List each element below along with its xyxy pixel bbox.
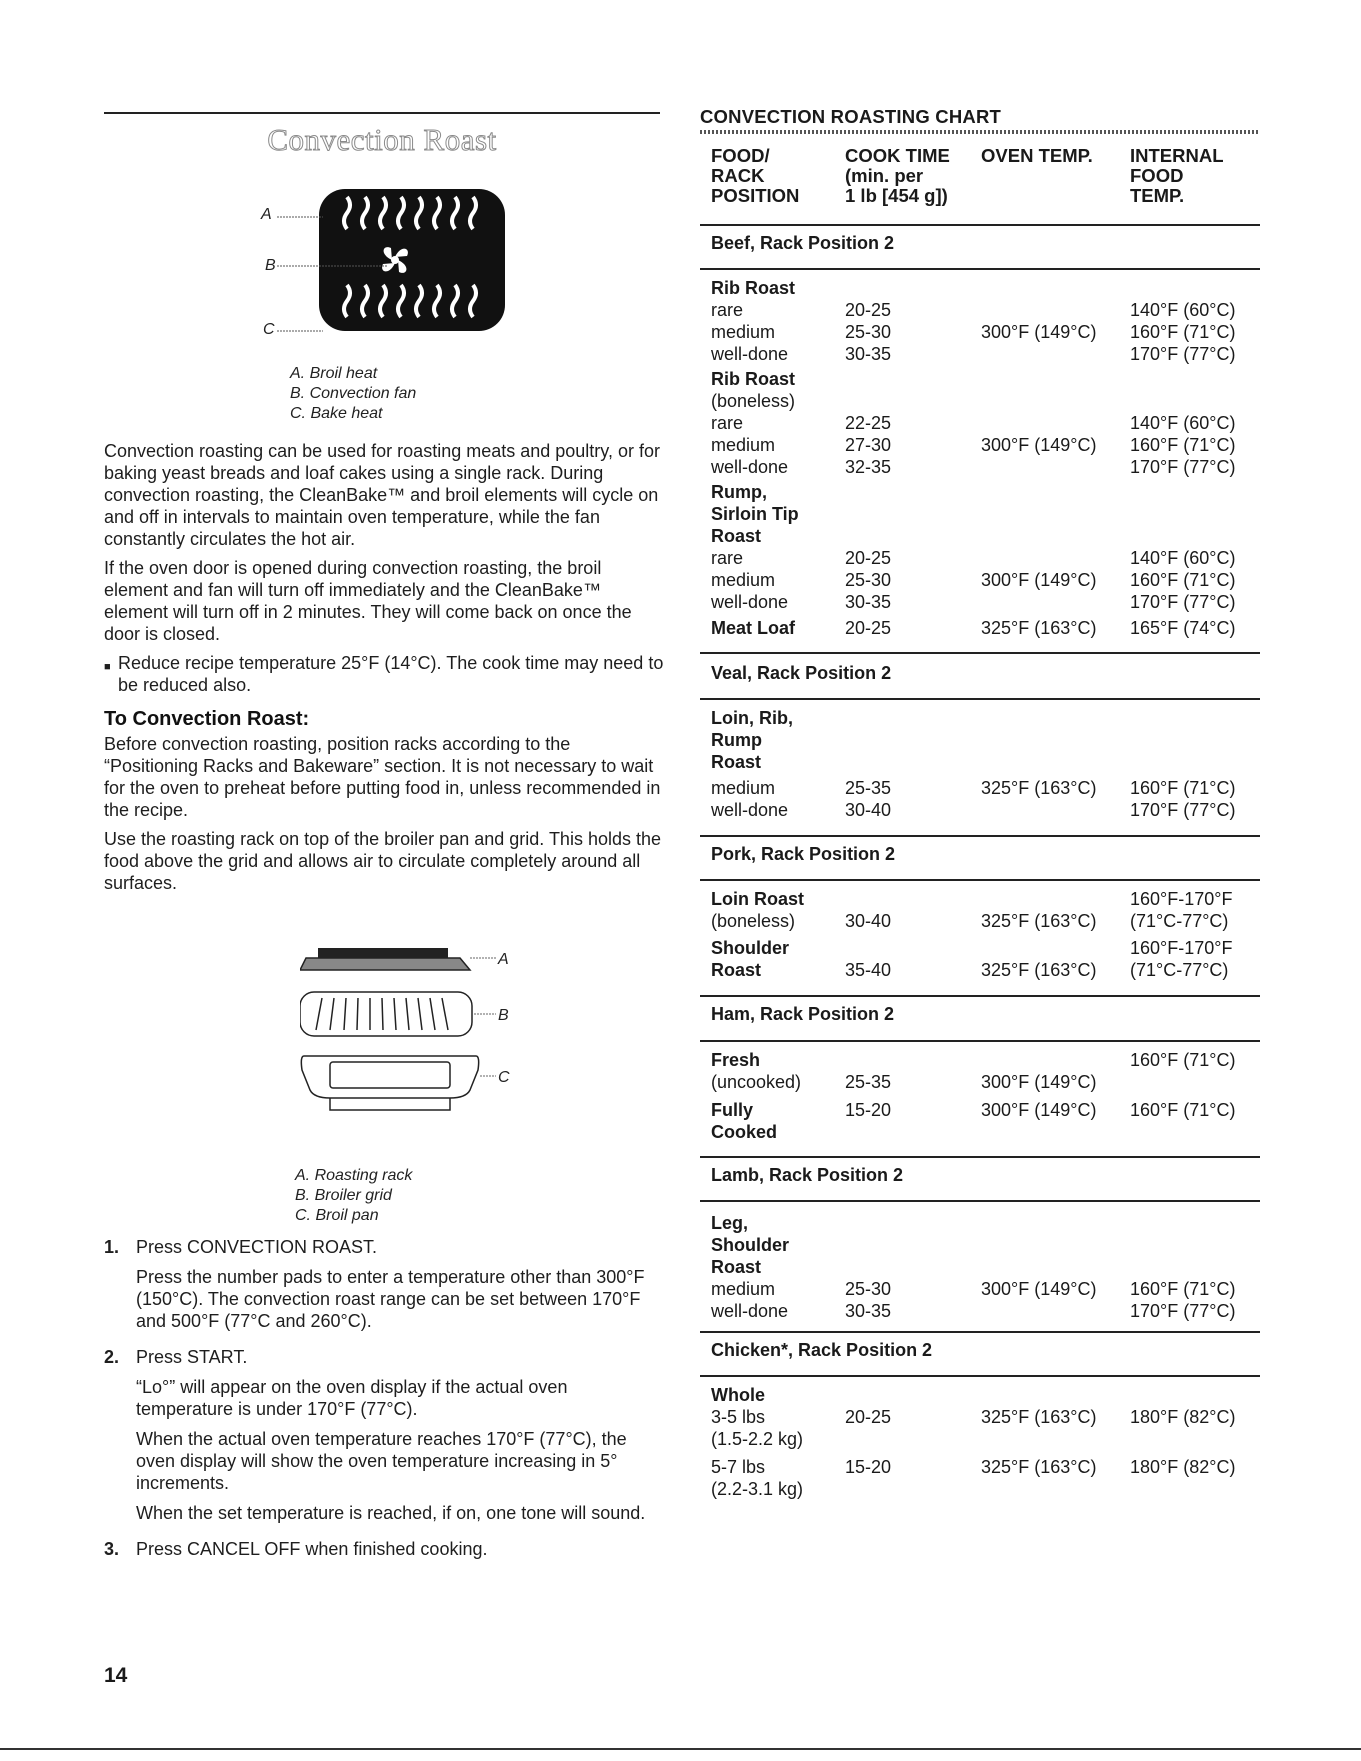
step-text: Press CONVECTION ROAST. <box>136 1237 378 1257</box>
header-oven-temp: OVEN TEMP. <box>981 145 1093 166</box>
internal-temp: 140°F (60°C) <box>1130 300 1236 320</box>
internal-temp: (71°C-77°C) <box>1130 911 1229 931</box>
chart-title: CONVECTION ROASTING CHART <box>700 106 1001 127</box>
cook-time: 30-40 <box>845 800 892 820</box>
food-whole: Whole <box>711 1385 765 1405</box>
step-2 <box>104 1346 664 1532</box>
cook-time: 30-40 <box>845 911 892 931</box>
broil-pan-icon <box>301 1056 496 1110</box>
food-shoulder: Shoulder <box>711 938 790 958</box>
doneness: well-done <box>711 457 789 477</box>
caption-bake-heat: C. Bake heat <box>290 405 383 422</box>
weight-kg: (1.5-2.2 kg) <box>711 1429 804 1449</box>
doneness: rare <box>711 548 744 568</box>
food-note: (uncooked) <box>711 1072 802 1092</box>
caption-roasting-rack: A. Roasting rack <box>295 1167 413 1184</box>
group-chicken: Chicken*, Rack Position 2 <box>711 1340 933 1360</box>
internal-temp: 170°F (77°C) <box>1130 800 1236 820</box>
food-sirloin-tip: Sirloin Tip <box>711 504 799 524</box>
food-rump: Rump <box>711 730 762 750</box>
food-shoulder: Shoulder <box>711 1235 790 1255</box>
oven-diagram <box>255 185 515 340</box>
oven-temp: 325°F (163°C) <box>981 911 1097 931</box>
step-1 <box>104 1236 664 1340</box>
divider <box>700 652 1260 654</box>
food-rib-roast-boneless: Rib Roast <box>711 369 796 389</box>
pan-label-b: B <box>498 1007 509 1024</box>
instructions-paragraph-2: Use the roasting rack on top of the broiler pan and grid. This holds the food above the grid and allows air to circulate completely around all surfaces. <box>104 829 661 893</box>
food-roast: Roast <box>711 752 762 772</box>
internal-temp: 160°F (71°C) <box>1130 1050 1236 1070</box>
cook-time: 20-25 <box>845 548 892 568</box>
cook-time: 15-20 <box>845 1100 892 1120</box>
food-loin-roast: Loin Roast <box>711 889 804 909</box>
tip-text: Reduce recipe temperature 25°F (14°C). The cook time may need to be reduced also. <box>118 653 664 695</box>
food-roast: Roast <box>711 526 762 546</box>
cook-time: 32-35 <box>845 457 892 477</box>
internal-temp: 170°F (77°C) <box>1130 1301 1236 1321</box>
step-text: When the set temperature is reached, if on, one tone will sound. <box>136 1503 646 1523</box>
caption-broil-heat: A. Broil heat <box>290 365 378 382</box>
food-note: (boneless) <box>711 391 796 411</box>
group-veal: Veal, Rack Position 2 <box>711 663 892 683</box>
food-meat-loaf: Meat Loaf <box>711 618 796 638</box>
caption-broiler-grid: B. Broiler grid <box>295 1187 392 1204</box>
internal-temp: 160°F (71°C) <box>1130 1100 1236 1120</box>
internal-temp: 160°F-170°F <box>1130 889 1233 909</box>
divider <box>700 224 1260 226</box>
intro-paragraph-1: Convection roasting can be used for roasting meats and poultry, or for baking yeast breads and loaf cakes using a single rack. During convection roasting, the CleanBake™ and broil elements will cycle on and off in intervals to maintain oven temperature, while the fan constantly circulates the hot air. <box>104 441 660 549</box>
oven-label-c: C <box>263 321 275 338</box>
oven-temp: 325°F (163°C) <box>981 778 1097 798</box>
cook-time: 20-25 <box>845 300 892 320</box>
internal-temp: 180°F (82°C) <box>1130 1457 1236 1477</box>
internal-temp: 160°F (71°C) <box>1130 778 1236 798</box>
cook-time: 25-30 <box>845 1279 892 1299</box>
divider <box>700 1200 1260 1202</box>
group-ham: Ham, Rack Position 2 <box>711 1004 895 1024</box>
internal-temp: 160°F (71°C) <box>1130 435 1236 455</box>
doneness: well-done <box>711 1301 789 1321</box>
oven-label-a: A <box>261 206 272 223</box>
oven-temp: 300°F (149°C) <box>981 322 1097 342</box>
oven-temp: 300°F (149°C) <box>981 1072 1097 1092</box>
intro-text <box>104 440 664 696</box>
internal-temp: 160°F (71°C) <box>1130 570 1236 590</box>
food-loin-rib: Loin, Rib, <box>711 708 793 728</box>
step-text: Press START. <box>136 1347 248 1367</box>
internal-temp: 170°F (77°C) <box>1130 457 1236 477</box>
step-text: Press the number pads to enter a temperature other than 300°F (150°C). The convection roast range can be set between 170°F and 500°F (77°C and 260°C). <box>136 1267 645 1331</box>
internal-temp: 165°F (74°C) <box>1130 618 1236 638</box>
internal-temp: 170°F (77°C) <box>1130 344 1236 364</box>
food-roast: Roast <box>711 960 762 980</box>
cook-time: 25-30 <box>845 570 892 590</box>
cook-time: 22-25 <box>845 413 892 433</box>
broiler-pan-illustration <box>300 930 520 1120</box>
divider <box>700 835 1260 837</box>
step-number: 1. <box>104 1237 120 1257</box>
internal-temp: 140°F (60°C) <box>1130 413 1236 433</box>
doneness: medium <box>711 322 776 342</box>
doneness: well-done <box>711 592 789 612</box>
cook-time: 27-30 <box>845 435 892 455</box>
doneness: medium <box>711 435 776 455</box>
header-internal-temp: INTERNAL FOOD TEMP. <box>1130 145 1224 206</box>
divider <box>700 995 1260 997</box>
pan-captions <box>295 1166 412 1226</box>
doneness: medium <box>711 1279 776 1299</box>
step-text: When the actual oven temperature reaches 170°F (77°C), the oven display will show the oven temperature increasing in 5° increments. <box>136 1429 627 1493</box>
cook-time: 15-20 <box>845 1457 892 1477</box>
instructions-text <box>104 733 664 901</box>
doneness: well-done <box>711 344 789 364</box>
food-cooked: Cooked <box>711 1122 778 1142</box>
intro-paragraph-2: If the oven door is opened during convection roasting, the broil element and fan will turn off immediately and the CleanBake™ element will turn off in 2 minutes. They will come back on once the door is closed. <box>104 558 632 644</box>
internal-temp: (71°C-77°C) <box>1130 960 1229 980</box>
oven-temp: 325°F (163°C) <box>981 1457 1097 1477</box>
broiler-grid-icon <box>300 992 496 1036</box>
step-text: “Lo°” will appear on the oven display if the actual oven temperature is under 170°F (77°C). <box>136 1377 568 1419</box>
doneness: well-done <box>711 800 789 820</box>
weight-kg: (2.2-3.1 kg) <box>711 1479 804 1499</box>
food-fully: Fully <box>711 1100 754 1120</box>
divider <box>700 879 1260 881</box>
subhead-to-convection-roast: To Convection Roast: <box>104 708 310 730</box>
oven-captions <box>290 364 416 424</box>
internal-temp: 170°F (77°C) <box>1130 592 1236 612</box>
cook-time: 25-30 <box>845 322 892 342</box>
doneness: rare <box>711 413 744 433</box>
divider <box>700 268 1260 270</box>
cook-time: 25-35 <box>845 778 892 798</box>
internal-temp: 160°F (71°C) <box>1130 1279 1236 1299</box>
food-leg: Leg, <box>711 1213 749 1233</box>
weight: 3-5 lbs <box>711 1407 766 1427</box>
divider <box>700 1331 1260 1333</box>
oven-temp: 300°F (149°C) <box>981 570 1097 590</box>
divider <box>700 1156 1260 1158</box>
oven-illustration <box>255 185 515 335</box>
tip-bullet <box>104 652 664 696</box>
roasting-rack-icon <box>300 948 496 970</box>
cook-time: 20-25 <box>845 1407 892 1427</box>
oven-temp: 300°F (149°C) <box>981 1279 1097 1299</box>
internal-temp: 140°F (60°C) <box>1130 548 1236 568</box>
group-pork: Pork, Rack Position 2 <box>711 844 896 864</box>
internal-temp: 180°F (82°C) <box>1130 1407 1236 1427</box>
cook-time: 30-35 <box>845 344 892 364</box>
oven-temp: 325°F (163°C) <box>981 618 1097 638</box>
oven-temp: 300°F (149°C) <box>981 435 1097 455</box>
section-title: Convection Roast <box>267 122 497 157</box>
food-fresh: Fresh <box>711 1050 761 1070</box>
food-roast: Roast <box>711 1257 762 1277</box>
header-cook-time: COOK TIME (min. per 1 lb [454 g]) <box>845 145 950 206</box>
cook-time: 30-35 <box>845 1301 892 1321</box>
cook-time: 20-25 <box>845 618 892 638</box>
food-note: (boneless) <box>711 911 796 931</box>
cook-time: 35-40 <box>845 960 892 980</box>
divider <box>700 1375 1260 1377</box>
caption-broil-pan: C. Broil pan <box>295 1207 379 1224</box>
oven-label-b: B <box>265 257 276 274</box>
pan-label-a: A <box>498 951 509 968</box>
pan-label-c: C <box>498 1069 510 1086</box>
doneness: rare <box>711 300 744 320</box>
divider <box>700 698 1260 700</box>
weight: 5-7 lbs <box>711 1457 766 1477</box>
internal-temp: 160°F-170°F <box>1130 938 1233 958</box>
doneness: medium <box>711 778 776 798</box>
group-lamb: Lamb, Rack Position 2 <box>711 1165 904 1185</box>
page-bottom-rule <box>0 1748 1361 1750</box>
page-number: 14 <box>104 1664 128 1687</box>
instructions-paragraph-1: Before convection roasting, position racks according to the “Positioning Racks and Bakeware” section. It is not necessary to wait for the oven to preheat before putting food in, unless recommended in the recipe. <box>104 734 661 820</box>
divider <box>700 1040 1260 1042</box>
step-3 <box>104 1538 664 1568</box>
oven-temp: 300°F (149°C) <box>981 1100 1097 1120</box>
cook-time: 25-35 <box>845 1072 892 1092</box>
header-food: FOOD/ RACK POSITION <box>711 145 800 206</box>
bullet-square-icon: ■ <box>104 661 111 673</box>
section-top-rule <box>104 112 660 114</box>
cook-time: 30-35 <box>845 592 892 612</box>
step-number: 2. <box>104 1347 120 1367</box>
food-rib-roast: Rib Roast <box>711 278 796 298</box>
caption-convection-fan: B. Convection fan <box>290 385 417 402</box>
steps-list <box>104 1236 664 1574</box>
pan-diagram <box>300 930 520 1125</box>
internal-temp: 160°F (71°C) <box>1130 322 1236 342</box>
food-rump: Rump, <box>711 482 767 502</box>
group-beef: Beef, Rack Position 2 <box>711 233 895 253</box>
step-number: 3. <box>104 1539 120 1559</box>
chart-title-rule <box>700 130 1260 134</box>
oven-temp: 325°F (163°C) <box>981 960 1097 980</box>
step-text: Press CANCEL OFF when finished cooking. <box>136 1539 488 1559</box>
oven-temp: 325°F (163°C) <box>981 1407 1097 1427</box>
doneness: medium <box>711 570 776 590</box>
